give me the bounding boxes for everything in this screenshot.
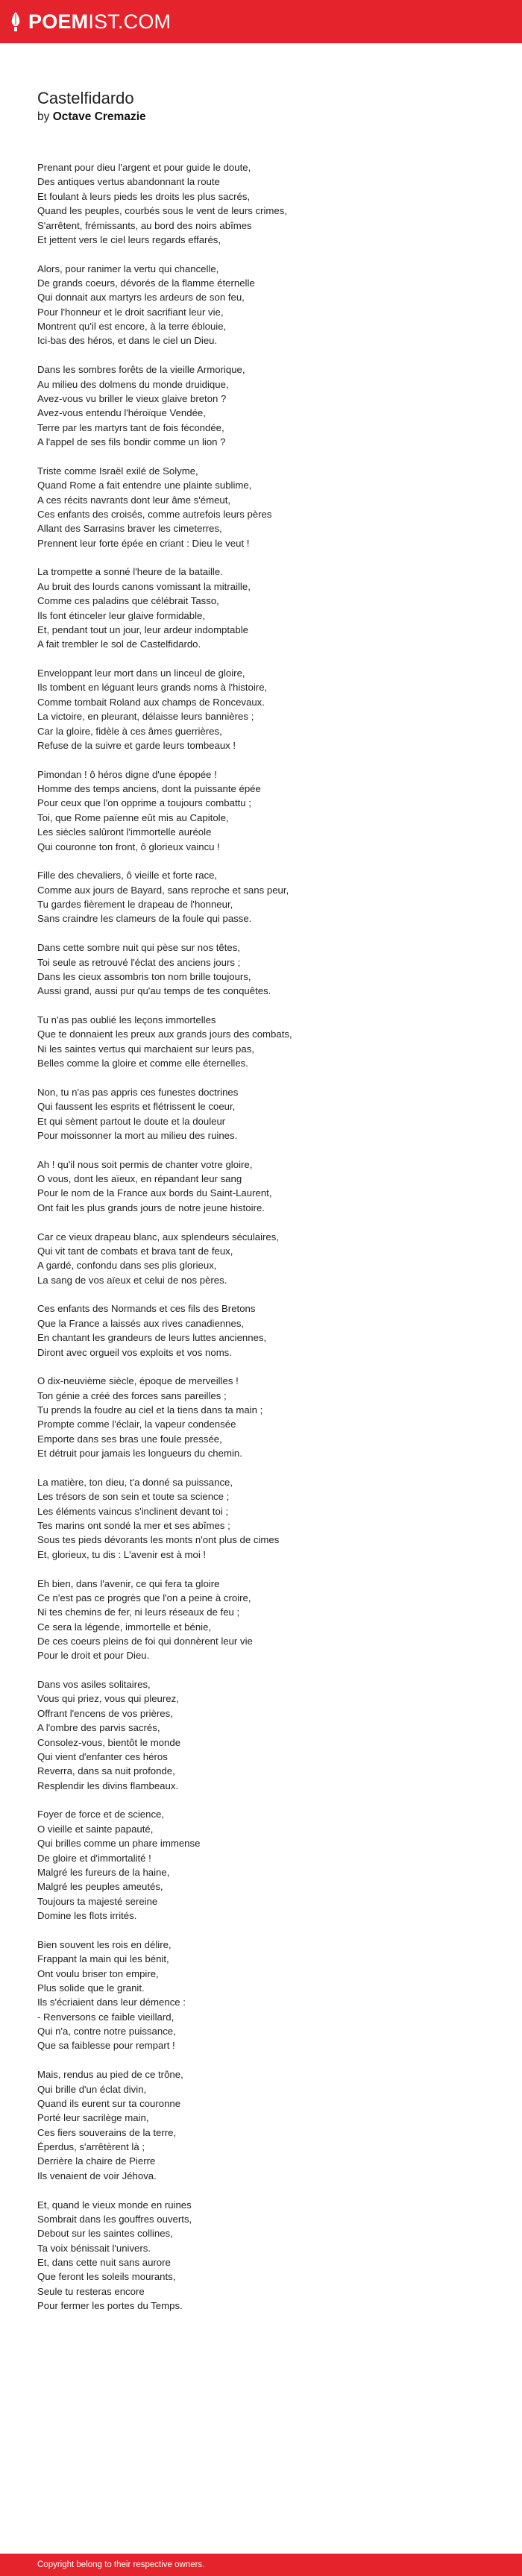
poem-line: Qui vit tant de combats et brava tant de feux, <box>37 1245 233 1257</box>
stanza <box>37 868 492 926</box>
poem-line: Que feront les soleils mourants, <box>37 2271 176 2283</box>
poem-line: Ces fiers souverains de la terre, <box>37 2126 177 2138</box>
poem-line: Prenant pour dieu l'argent et pour guide le doute, <box>37 162 251 173</box>
poem-line: O vieille et sainte papauté, <box>37 1823 154 1835</box>
poem-line: Ils venaient de voir Jéhova. <box>37 2170 157 2181</box>
poem-line: Tes marins ont sondé la mer et ses abîmes ; <box>37 1520 230 1532</box>
poem-line: Seule tu resteras encore <box>37 2285 145 2297</box>
by-label: by <box>37 110 50 123</box>
poem-line: De gloire et d'immortalité ! <box>37 1852 151 1864</box>
poem-line: Triste comme Israël exilé de Solyme, <box>37 465 198 477</box>
poem-line: Toujours ta majesté sereine <box>37 1895 158 1907</box>
poem-line: Allant des Sarrasins braver les cimeterres, <box>37 523 222 535</box>
poem-line: Consolez-vous, bientôt le monde <box>37 1736 181 1748</box>
poem-line: Qui brilles comme un phare immense <box>37 1838 201 1850</box>
poem-line: Toi seule as retrouvé l'éclat des anciens jours ; <box>37 956 241 968</box>
site-logo[interactable] <box>10 10 171 34</box>
stanza <box>37 940 492 999</box>
poem-line: Pour le droit et pour Dieu. <box>37 1650 150 1662</box>
poem-line: O dix-neuvième siècle, époque de merveilles ! <box>37 1375 239 1387</box>
poem-line: Qui brille d'un éclat divin, <box>37 2083 147 2095</box>
poem-line: Comme tombait Roland aux champs de Roncevaux. <box>37 696 265 708</box>
poem-line: Emporte dans ses bras une foule pressée, <box>37 1433 222 1445</box>
stanza <box>37 666 492 753</box>
poem-line: Et détruit pour jamais les longueurs du chemin. <box>37 1448 242 1460</box>
poem-line: Mais, rendus au pied de ce trône, <box>37 2069 183 2081</box>
poem-line: Non, tu n'as pas appris ces funestes doctrines <box>37 1086 239 1098</box>
poem-line: Et foulant à leurs pieds les droits les plus sacrés, <box>37 190 251 202</box>
site-logo-text: POEMIST.COM <box>28 10 172 33</box>
poem-line: Les éléments vaincus s'inclinent devant toi ; <box>37 1505 229 1517</box>
poem-line: Ils font étinceler leur glaive formidable, <box>37 609 206 621</box>
stanza <box>37 1677 492 1793</box>
stanza <box>37 1157 492 1216</box>
poem-line: - Renversons ce faible vieillard, <box>37 2011 174 2023</box>
copyright-notice: Copyright belong to their respective owners. <box>37 2560 205 2569</box>
poem-line: Car ce vieux drapeau blanc, aux splendeurs séculaires, <box>37 1231 280 1243</box>
poem-line: Et, pendant tout un jour, leur ardeur indomptable <box>37 623 248 635</box>
poem-line: Foyer de force et de science, <box>37 1809 165 1821</box>
poem-line: Eh bien, dans l'avenir, ce qui fera ta gloire <box>37 1577 220 1589</box>
poem-line: Montrent qu'il est encore, à la terre éblouie, <box>37 321 227 333</box>
site-header <box>0 0 522 43</box>
poem-line: La trompette a sonné l'heure de la bataille. <box>37 566 223 578</box>
poem-line: La victoire, en pleurant, délaisse leurs bannières ; <box>37 711 254 723</box>
poem-line: De grands coeurs, dévorés de la flamme éternelle <box>37 277 255 289</box>
poem-line: Et, glorieux, tu dis : L'avenir est à moi ! <box>37 1548 207 1560</box>
poem-line: Éperdus, s'arrêtèrent là ; <box>37 2141 145 2153</box>
poem-line: Ont fait les plus grands jours de notre jeune histoire. <box>37 1201 265 1213</box>
poem-line: Enveloppant leur mort dans un linceul de gloire, <box>37 667 245 679</box>
poem-line: Toi, que Rome païenne eût mis au Capitole, <box>37 811 229 823</box>
poem-line: Que la France a laissés aux rives canadiennes, <box>37 1317 245 1329</box>
stanza <box>37 1374 492 1460</box>
poem-line: Pour l'honneur et le droit sacrifiant leur vie, <box>37 306 224 318</box>
poem-line: Que te donnaient les preux aux grands jours des combats, <box>37 1028 292 1040</box>
byline <box>37 109 492 125</box>
poem-line: Comme ces paladins que célébrait Tasso, <box>37 595 219 607</box>
poem-line: Au bruit des lourds canons vomissant la mitraille, <box>37 580 251 592</box>
stanza <box>37 1807 492 1923</box>
poem-line: A ces récits navrants dont leur âme s'émeut, <box>37 494 231 506</box>
poem-line: A fait trembler le sol de Castelfidardo. <box>37 638 201 650</box>
stanza <box>37 1938 492 2053</box>
stanza <box>37 1230 492 1288</box>
poem-line: Tu gardes fièrement le drapeau de l'honneur, <box>37 899 233 911</box>
poem-line: Prompte comme l'éclair, la vapeur condensée <box>37 1419 236 1430</box>
poem-line: Dans les sombres forêts de la vieille Armorique, <box>37 364 245 376</box>
poem-line: Malgré les peuples ameutés, <box>37 1881 163 1893</box>
stanza <box>37 160 492 247</box>
stanza <box>37 767 492 854</box>
poem-line: Et, quand le vieux monde en ruines <box>37 2199 192 2211</box>
poem-line: Car la gloire, fidèle à ces âmes guerrières, <box>37 725 222 737</box>
poem-line: Pour le nom de la France aux bords du Saint-Laurent, <box>37 1187 272 1199</box>
poem-line: Ont voulu briser ton empire, <box>37 1967 159 1979</box>
poem-line: Derrière la chaire de Pierre <box>37 2155 156 2167</box>
poem-line: S'arrêtent, frémissants, au bord des noirs abîmes <box>37 219 252 231</box>
poem-line: Belles comme la gloire et comme elle éternelles. <box>37 1058 248 1069</box>
poem-line: Ils tombent en léguant leurs grands noms à l'histoire, <box>37 682 268 694</box>
poem-line: Au milieu des dolmens du monde druidique, <box>37 378 229 390</box>
poem-line: Dans cette sombre nuit qui pèse sur nos têtes, <box>37 942 240 954</box>
quill-pen-icon <box>10 12 21 31</box>
poem-line: A l'appel de ses fils bondir comme un lion ? <box>37 436 226 448</box>
poem-line: A gardé, confondu dans ses plis glorieux, <box>37 1260 217 1272</box>
poem-line: Et jettent vers le ciel leurs regards effarés, <box>37 233 221 245</box>
poem-line: Reverra, dans sa nuit profonde, <box>37 1765 175 1777</box>
poem-line: Refuse de la suivre et garde leurs tombeaux ! <box>37 739 236 751</box>
poem-container <box>37 88 492 2328</box>
poem-line: Ni tes chemins de fer, ni leurs réseaux de feu ; <box>37 1606 240 1618</box>
poem-line: Sans craindre les clameurs de la foule qui passe. <box>37 913 252 925</box>
poem-line: Avez-vous entendu l'héroïque Vendée, <box>37 407 206 419</box>
poem-line: Quand Rome a fait entendre une plainte sublime, <box>37 480 252 491</box>
poem-line: Sombrait dans les gouffres ouverts, <box>37 2213 192 2225</box>
poem-line: Que sa faiblesse pour rempart ! <box>37 2040 175 2052</box>
poem-line: Pour moissonner la mort au milieu des ruines. <box>37 1129 238 1141</box>
poem-line: Tu n'as pas oublié les leçons immortelles <box>37 1014 216 1025</box>
stanza <box>37 1085 492 1143</box>
poem-line: Ton génie a créé des forces sans pareilles ; <box>37 1389 227 1401</box>
poem-line: De ces coeurs pleins de foi qui donnèrent leur vie <box>37 1636 253 1647</box>
poem-line: Porté leur sacrilège main, <box>37 2112 149 2124</box>
poem-line: Tu prends la foudre au ciel et la tiens dans ta main ; <box>37 1404 263 1416</box>
stanza <box>37 2067 492 2183</box>
poem-line: Et, dans cette nuit sans aurore <box>37 2257 171 2269</box>
poem-line: Diront avec orgueil vos exploits et vos noms. <box>37 1346 232 1358</box>
poem-line: Ici-bas des héros, et dans le ciel un Dieu. <box>37 335 218 347</box>
poem-line: Domine les flots irrités. <box>37 1910 137 1922</box>
poem-line: Ce n'est pas ce progrès que l'on a peine à croire, <box>37 1592 251 1603</box>
poem-line: Les trésors de son sein et toute sa science ; <box>37 1491 230 1503</box>
poem-line: La matière, ton dieu, t'a donné sa puissance, <box>37 1476 233 1488</box>
poem-line: Comme aux jours de Bayard, sans reproche et sans peur, <box>37 884 289 896</box>
site-footer <box>0 2554 522 2576</box>
poem-line: Qui n'a, contre notre puissance, <box>37 2026 176 2038</box>
stanza <box>37 1577 492 1663</box>
poem-line: Aussi grand, aussi pur qu'au temps de tes conquêtes. <box>37 985 271 997</box>
poem-line: Fille des chevaliers, ô vieille et forte race, <box>37 870 218 882</box>
poem-line: Qui donnait aux martyrs les ardeurs de son feu, <box>37 292 245 304</box>
poem-line: Bien souvent les rois en délire, <box>37 1938 172 1950</box>
poem-line: Pour ceux que l'on opprime a toujours combattu ; <box>37 797 251 809</box>
poem-line: Offrant l'encens de vos prières, <box>37 1707 173 1719</box>
poem-line: Vous qui priez, vous qui pleurez, <box>37 1693 179 1705</box>
poem-title: Castelfidardo <box>37 89 134 107</box>
poem-line: Homme des temps anciens, dont la puissante épée <box>37 783 261 795</box>
stanza <box>37 2198 492 2313</box>
poem-line: Ce sera la légende, immortelle et bénie, <box>37 1621 212 1633</box>
poem-line: Pour fermer les portes du Temps. <box>37 2300 183 2312</box>
poem-line: Ah ! qu'il nous soit permis de chanter votre gloire, <box>37 1158 253 1170</box>
poem-line: Et qui sèment partout le doute et la douleur <box>37 1115 226 1127</box>
stanza <box>37 1013 492 1071</box>
poem-line: Alors, pour ranimer la vertu qui chancelle, <box>37 263 219 274</box>
poem-line: Ils s'écriaient dans leur démence : <box>37 1997 186 2008</box>
poem-line: Les siècles salûront l'immortelle auréole <box>37 826 212 838</box>
stanza <box>37 362 492 449</box>
poem-line: Qui vient d'enfanter ces héros <box>37 1750 168 1762</box>
poem-line: Quand les peuples, courbés sous le vent de leurs crimes, <box>37 205 287 217</box>
poem-line: Pimondan ! ô héros digne d'une épopée ! <box>37 768 217 780</box>
poem-line: Frappant la main qui les bénit, <box>37 1953 169 1965</box>
poem-line: Avez-vous vu briller le vieux glaive breton ? <box>37 392 227 404</box>
poem-line: Ces enfants des Normands et ces fils des Bretons <box>37 1303 256 1315</box>
poem-line: O vous, dont les aïeux, en répandant leur sang <box>37 1173 242 1185</box>
poem-line: Qui faussent les esprits et flétrissent le coeur, <box>37 1101 236 1113</box>
poem-line: Ta voix bénissait l'univers. <box>37 2242 151 2254</box>
stanza <box>37 262 492 348</box>
poem-line: Malgré les fureurs de la haine, <box>37 1866 170 1878</box>
poem-line: Ni les saintes vertus qui marchaient sur leurs pas, <box>37 1043 254 1055</box>
poem-line: Dans vos asiles solitaires, <box>37 1679 151 1691</box>
stanza <box>37 565 492 651</box>
poem-line: Des antiques vertus abandonnant la route <box>37 176 220 188</box>
poem-body <box>37 160 492 2313</box>
stanza <box>37 1301 492 1360</box>
stanza <box>37 1475 492 1562</box>
poem-line: Dans les cieux assombris ton nom brille toujours, <box>37 970 251 982</box>
poem-line: Qui couronne ton front, ô glorieux vaincu ! <box>37 841 220 852</box>
poem-line: Ces enfants des croisés, comme autrefois leurs pères <box>37 508 272 520</box>
poem-line: Plus solide que le granit. <box>37 1982 145 1994</box>
poem-line: Terre par les martyrs tant de fois fécondée, <box>37 421 224 433</box>
author-link[interactable]: Octave Cremazie <box>52 110 146 123</box>
poem-line: Quand ils eurent sur ta couronne <box>37 2097 181 2109</box>
poem-line: La sang de vos aïeux et celui de nos pères. <box>37 1274 227 1286</box>
poem-line: Prennent leur forte épée en criant : Dieu le veut ! <box>37 537 250 549</box>
poem-line: Resplendir les divins flambeaux. <box>37 1779 179 1791</box>
poem-line: Sous tes pieds dévorants les monts n'ont plus de cimes <box>37 1534 280 1546</box>
stanza <box>37 464 492 550</box>
poem-line: En chantant les grandeurs de leurs luttes anciennes, <box>37 1332 267 1344</box>
poem-line: Debout sur les saintes collines, <box>37 2228 173 2240</box>
poem-line: A l'ombre des parvis sacrés, <box>37 1722 160 1734</box>
